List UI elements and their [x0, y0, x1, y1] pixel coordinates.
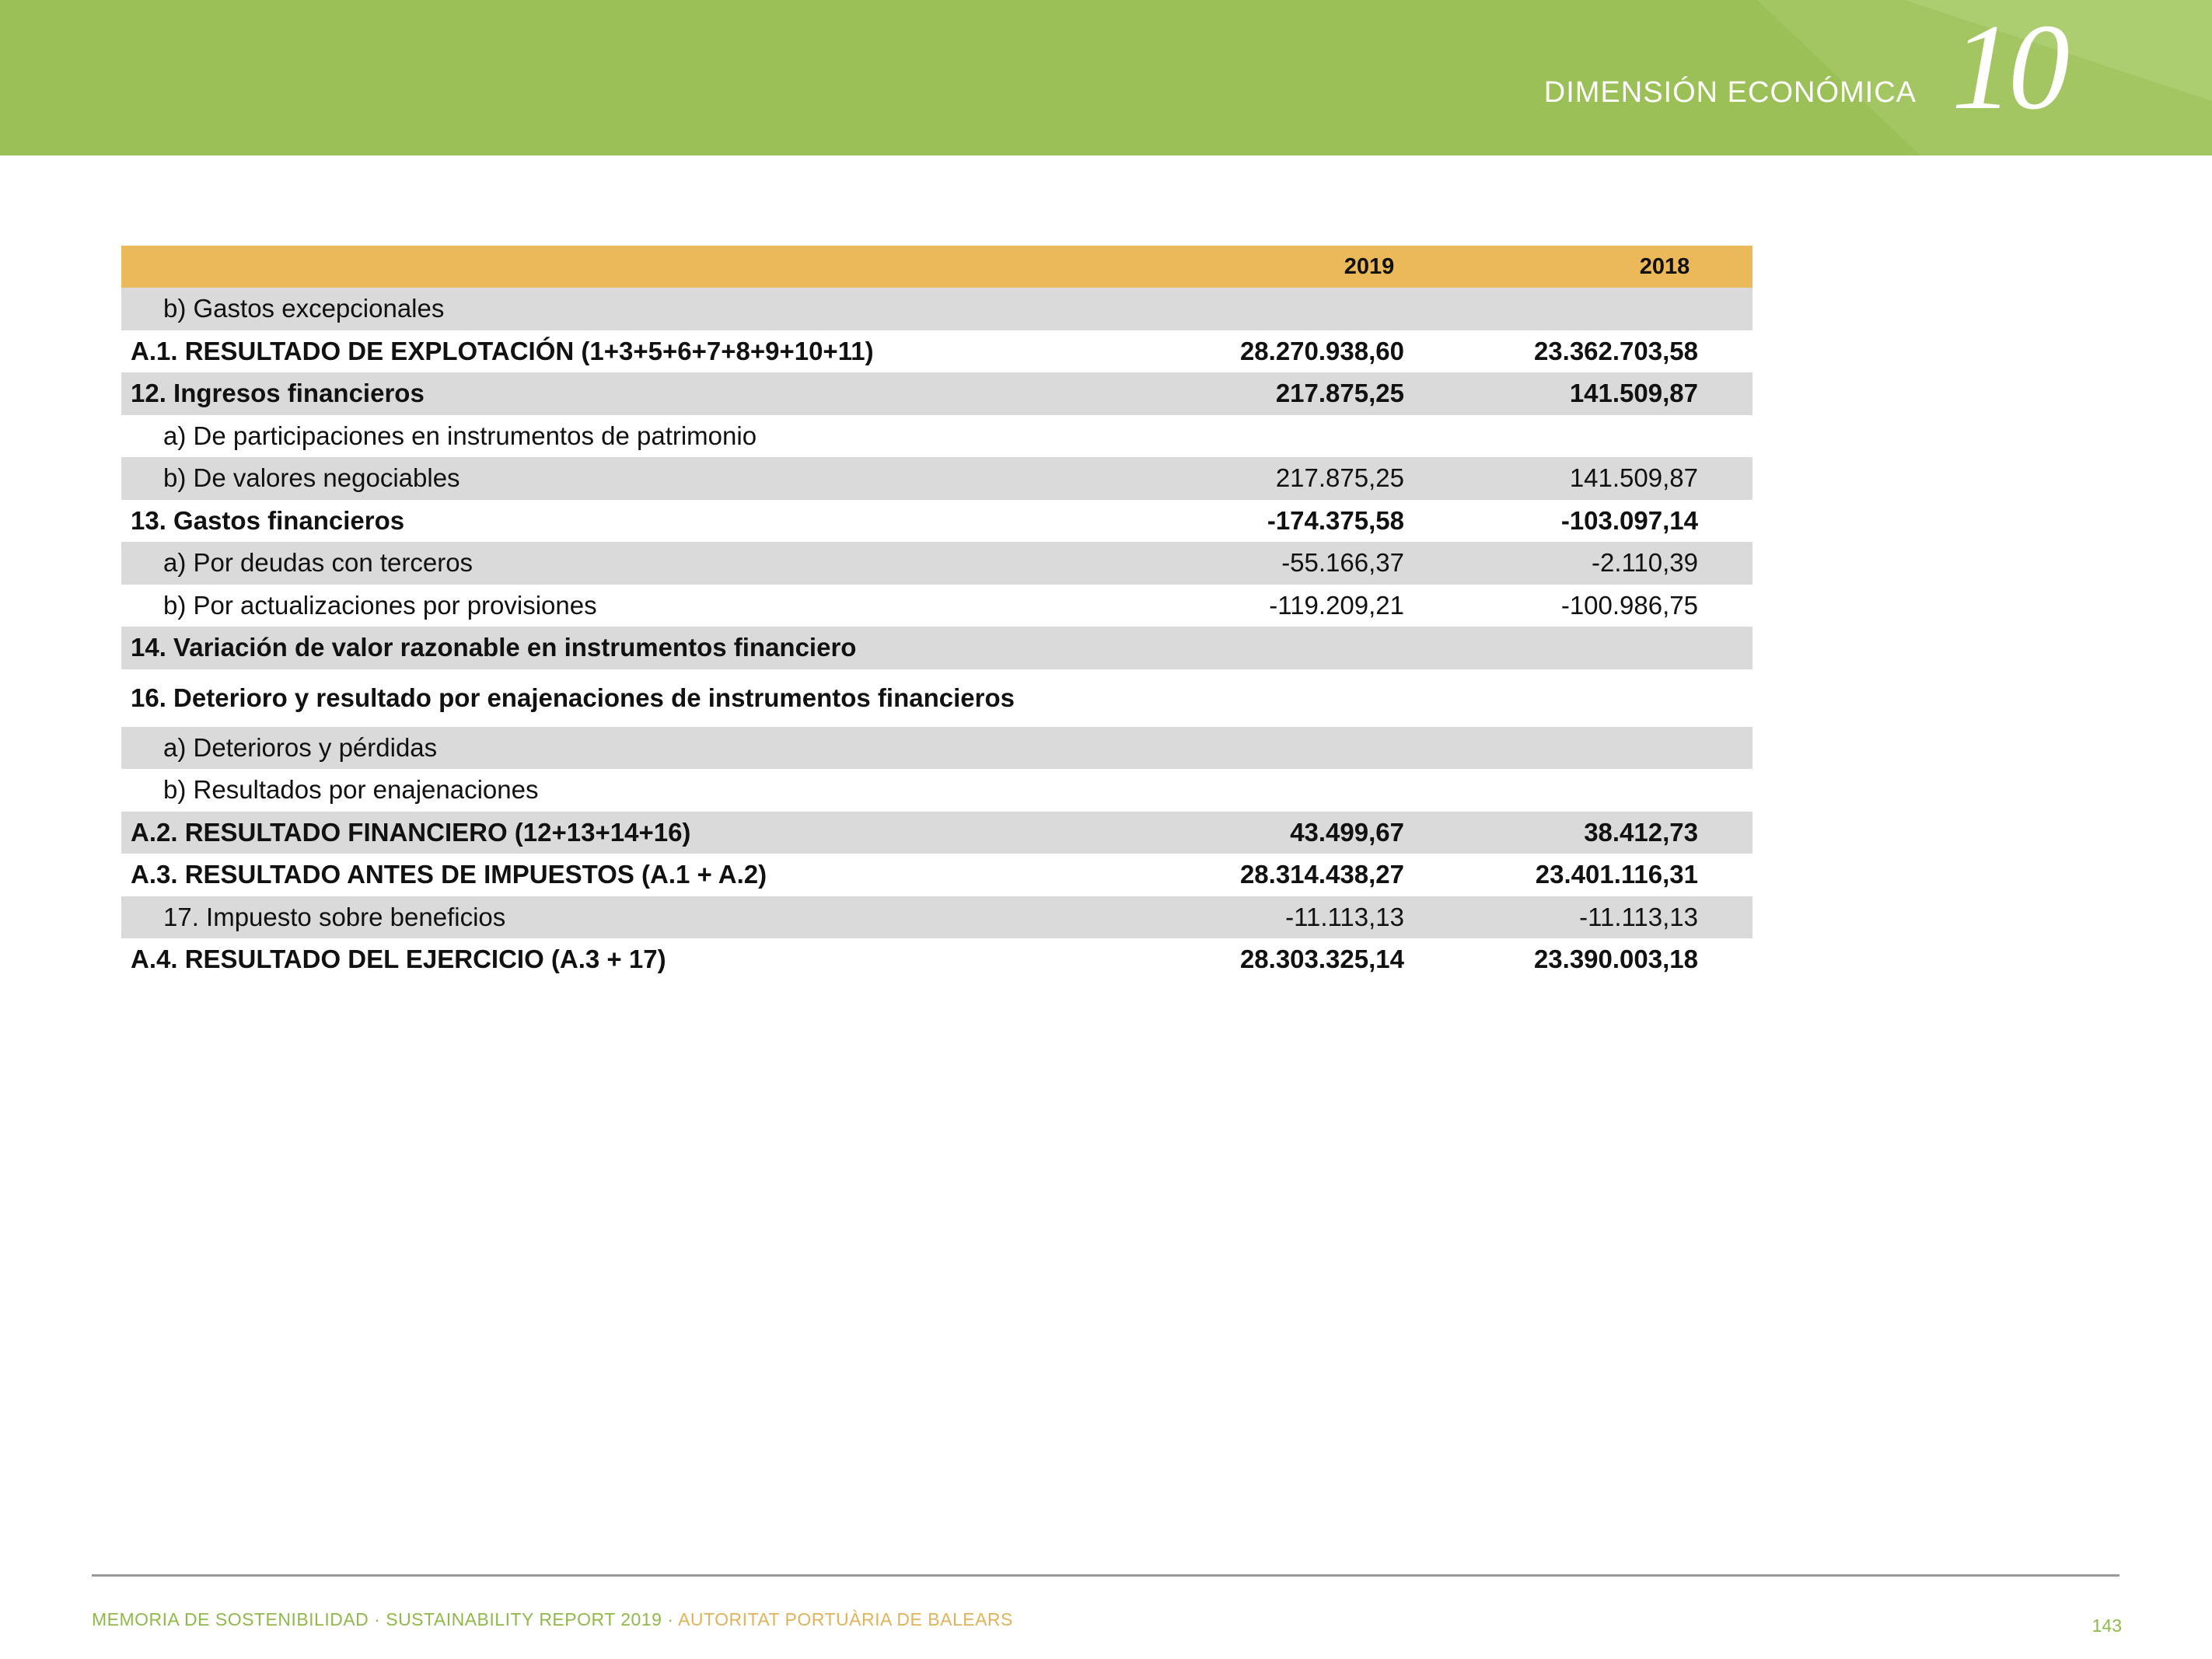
- value-2018: -2.110,39: [1592, 548, 1698, 578]
- value-2018: 23.401.116,31: [1535, 860, 1698, 889]
- value-2018: 23.362.703,58: [1533, 336, 1698, 365]
- table-row: [121, 500, 1752, 543]
- table-row: [121, 330, 1752, 373]
- table-row: [121, 542, 1752, 585]
- table-row: [121, 457, 1752, 500]
- table-row: [121, 812, 1752, 854]
- table-row: [121, 415, 1752, 458]
- section-title: DIMENSIÓN ECONÓMICA: [1543, 76, 1917, 109]
- row-label: b) Gastos excepcionales: [163, 294, 445, 323]
- value-2019: -119.209,21: [1269, 590, 1404, 620]
- row-label: 14. Variación de valor razonable en instrumentos financiero: [131, 633, 857, 662]
- row-label: A.3. RESULTADO ANTES DE IMPUESTOS (A.1 + A.2): [131, 860, 767, 889]
- column-header-2019: 2019: [1344, 253, 1395, 279]
- table-row: [121, 769, 1752, 812]
- page-number: 143: [2091, 1615, 2122, 1636]
- row-label: b) Resultados por enajenaciones: [163, 775, 539, 805]
- value-2018: -103.097,14: [1560, 505, 1698, 535]
- value-2019: -174.375,58: [1267, 505, 1404, 535]
- value-2018: -100.986,75: [1560, 590, 1698, 620]
- table-row: [121, 288, 1752, 330]
- table-row: [121, 372, 1752, 415]
- row-label: 13. Gastos financieros: [131, 505, 405, 535]
- value-2019: -55.166,37: [1281, 548, 1404, 578]
- row-label: b) De valores negociables: [163, 463, 460, 493]
- footer-caption: [92, 1609, 1013, 1630]
- footer-organization: AUTORITAT PORTUÀRIA DE BALEARS: [678, 1609, 1013, 1629]
- value-2018: 23.390.003,18: [1533, 945, 1698, 974]
- column-header-2018: 2018: [1639, 253, 1690, 279]
- value-2018: 141.509,87: [1569, 463, 1698, 493]
- value-2019: 28.314.438,27: [1239, 860, 1404, 889]
- value-2019: 217.875,25: [1275, 379, 1404, 408]
- value-2019: 43.499,67: [1290, 817, 1404, 847]
- row-label: a) Deterioros y pérdidas: [163, 732, 438, 762]
- value-2018: -11.113,13: [1579, 902, 1698, 931]
- header-band: [0, 0, 2212, 155]
- income-statement-table: [121, 246, 1752, 981]
- value-2018: 38.412,73: [1584, 817, 1698, 847]
- value-2019: 28.270.938,60: [1239, 336, 1404, 365]
- row-label: A.4. RESULTADO DEL EJERCICIO (A.3 + 17): [131, 945, 666, 974]
- footer-divider: [92, 1574, 2119, 1577]
- table-row: [121, 896, 1752, 939]
- row-label: a) De participaciones en instrumentos de patrimonio: [163, 421, 757, 450]
- chapter-number: 10: [1952, 0, 2065, 135]
- row-label: 12. Ingresos financieros: [131, 379, 425, 408]
- row-label: A.2. RESULTADO FINANCIERO (12+13+14+16): [131, 817, 691, 847]
- row-label: A.1. RESULTADO DE EXPLOTACIÓN (1+3+5+6+7+8+9+10+11): [131, 336, 874, 365]
- value-2019: 217.875,25: [1275, 463, 1404, 493]
- table-header-row: [121, 246, 1752, 288]
- footer-report-title: MEMORIA DE SOSTENIBILIDAD · SUSTAINABILITY REPORT 2019 ·: [92, 1609, 679, 1629]
- table-row: [121, 727, 1752, 770]
- row-label: 17. Impuesto sobre beneficios: [163, 902, 506, 931]
- table-row: [121, 938, 1752, 981]
- value-2019: 28.303.325,14: [1239, 945, 1404, 974]
- table-row: [121, 854, 1752, 896]
- row-label: 16. Deterioro y resultado por enajenaciones de instrumentos financieros: [131, 683, 1015, 712]
- row-label: a) Por deudas con terceros: [163, 548, 474, 578]
- row-label: b) Por actualizaciones por provisiones: [163, 590, 597, 620]
- value-2018: 141.509,87: [1569, 379, 1698, 408]
- table-row: [121, 669, 1752, 727]
- table-row: [121, 585, 1752, 627]
- value-2019: -11.113,13: [1285, 902, 1404, 931]
- table-row: [121, 627, 1752, 669]
